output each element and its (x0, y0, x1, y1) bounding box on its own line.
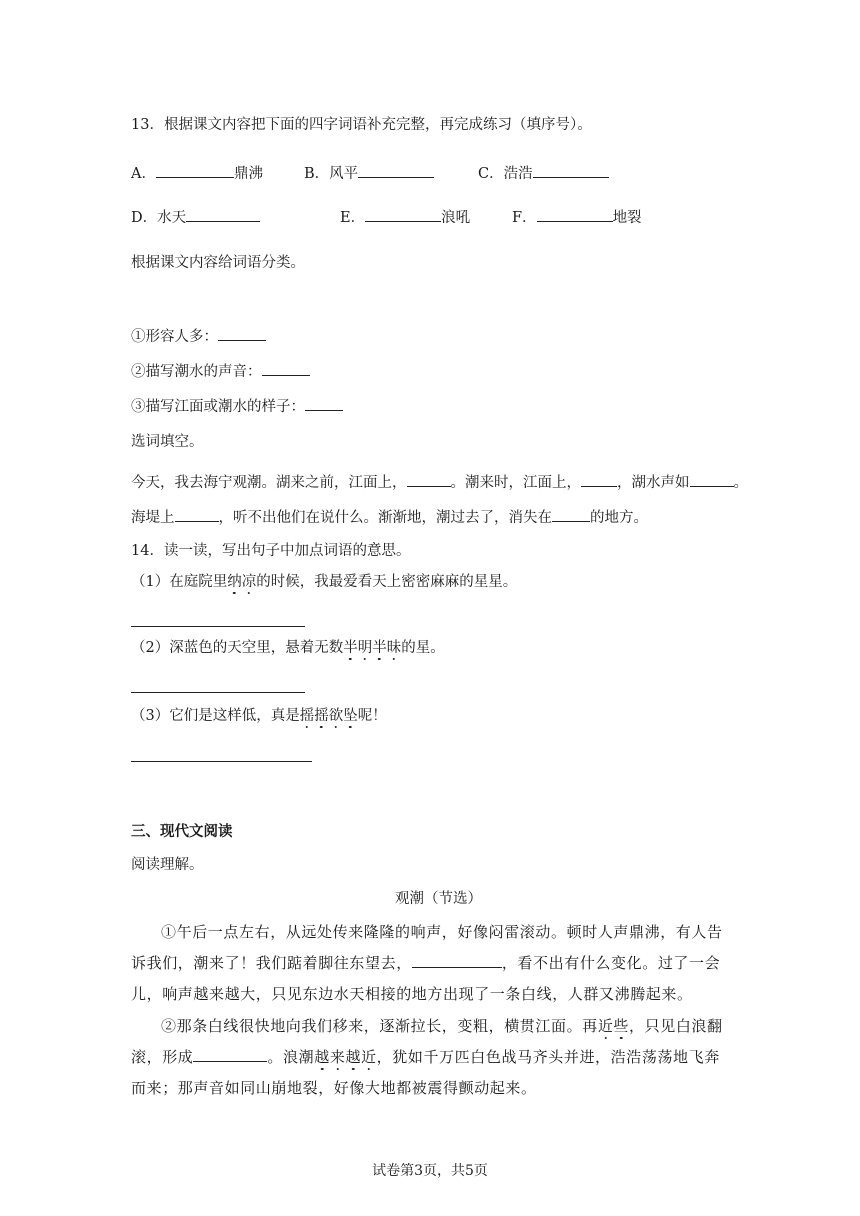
fill-title: 选词填空。 (131, 434, 204, 450)
answer-line-3[interactable] (131, 761, 312, 762)
q14-sentence-3: （3）它们是这样低，真是摇摇欲坠呢！ (131, 708, 387, 724)
fill-line-1: 今天，我去海宁观潮。湖来之前，江面上， 。潮来时，江面上， ，湖水声如 。 (131, 472, 748, 493)
article-title: 观潮（节选） (395, 891, 482, 907)
article-paragraph-1: ①午后一点左右，从远处传来隆隆的响声，好像闷雷滚动。顿时人声鼎沸，有人告诉我们，潮来了！我们踮着脚往东望去， ，看不出有什么变化。过了一会儿，响声越来越大，只见东边水天相接的地方出现了一条白线，人群又沸腾起来。 (131, 923, 723, 1003)
q13-option-f: F． 地裂 (512, 207, 642, 228)
dotted-char: 近 (361, 1048, 377, 1066)
q14-sentence-2: （2）深蓝色的天空里，悬着无数半明半昧的星。 (131, 640, 445, 656)
dotted-char: 凉 (241, 574, 257, 590)
classify-item-1: ①形容人多： (131, 326, 266, 347)
q14-sentence-1: （1）在庭院里纳凉的时候，我最爱看天上密密麻麻的星星。 (131, 574, 518, 590)
dotted-char: 些 (613, 1017, 630, 1035)
section-heading: 三、现代文阅读 (131, 824, 233, 840)
dotted-char: 昧 (386, 640, 402, 656)
dotted-char: 来 (329, 1048, 346, 1066)
dotted-char: 近 (597, 1017, 614, 1035)
dotted-char: 纳 (227, 574, 242, 590)
dotted-char: 越 (314, 1048, 330, 1066)
classify-item-2: ②描写潮水的声音： (131, 361, 310, 382)
classify-item-3: ③描写江面或潮水的样子： (131, 396, 343, 417)
reading-intro: 阅读理解。 (131, 857, 204, 873)
article-paragraph-2: ②那条白线很快地向我们移来，逐渐拉长，变粗，横贯江面。再近些，只见白浪翻滚，形成 。浪潮越来越近，犹如千万匹白色战马齐头并进，浩浩荡荡地飞奔而来；那声音如同山崩地裂，好像大地都被震得颤动起来。 (131, 1017, 723, 1097)
q13-option-a: A． 鼎沸 (131, 163, 263, 184)
q13-option-b: B．风平 (304, 163, 434, 184)
q14-title: 14．读一读，写出句子中加点词语的意思。 (131, 543, 411, 559)
answer-line-1[interactable] (131, 626, 305, 627)
q13-option-e: E． 浪吼 (340, 207, 470, 228)
dotted-char: 半 (372, 640, 387, 656)
dotted-char: 坠 (343, 708, 358, 724)
q13-option-d: D．水天 (131, 207, 260, 228)
fill-line-2: 海堤上 ，听不出他们在说什么。渐渐地，潮过去了，消失在 的地方。 (131, 507, 648, 528)
answer-line-2[interactable] (131, 692, 305, 693)
classify-title: 根据课文内容给词语分类。 (131, 255, 305, 271)
dotted-char: 摇 (299, 708, 315, 724)
dotted-char: 越 (345, 1048, 362, 1066)
dotted-char: 明 (357, 640, 373, 656)
page-footer: 试卷第3页，共5页 (372, 1163, 488, 1179)
dotted-char: 半 (343, 640, 358, 656)
q13-title: 13．根据课文内容把下面的四字词语补充完整，再完成练习（填序号）。 (131, 117, 592, 133)
dotted-char: 欲 (328, 708, 344, 724)
q13-option-c: C．浩浩 (478, 163, 609, 184)
dotted-char: 摇 (314, 708, 329, 724)
